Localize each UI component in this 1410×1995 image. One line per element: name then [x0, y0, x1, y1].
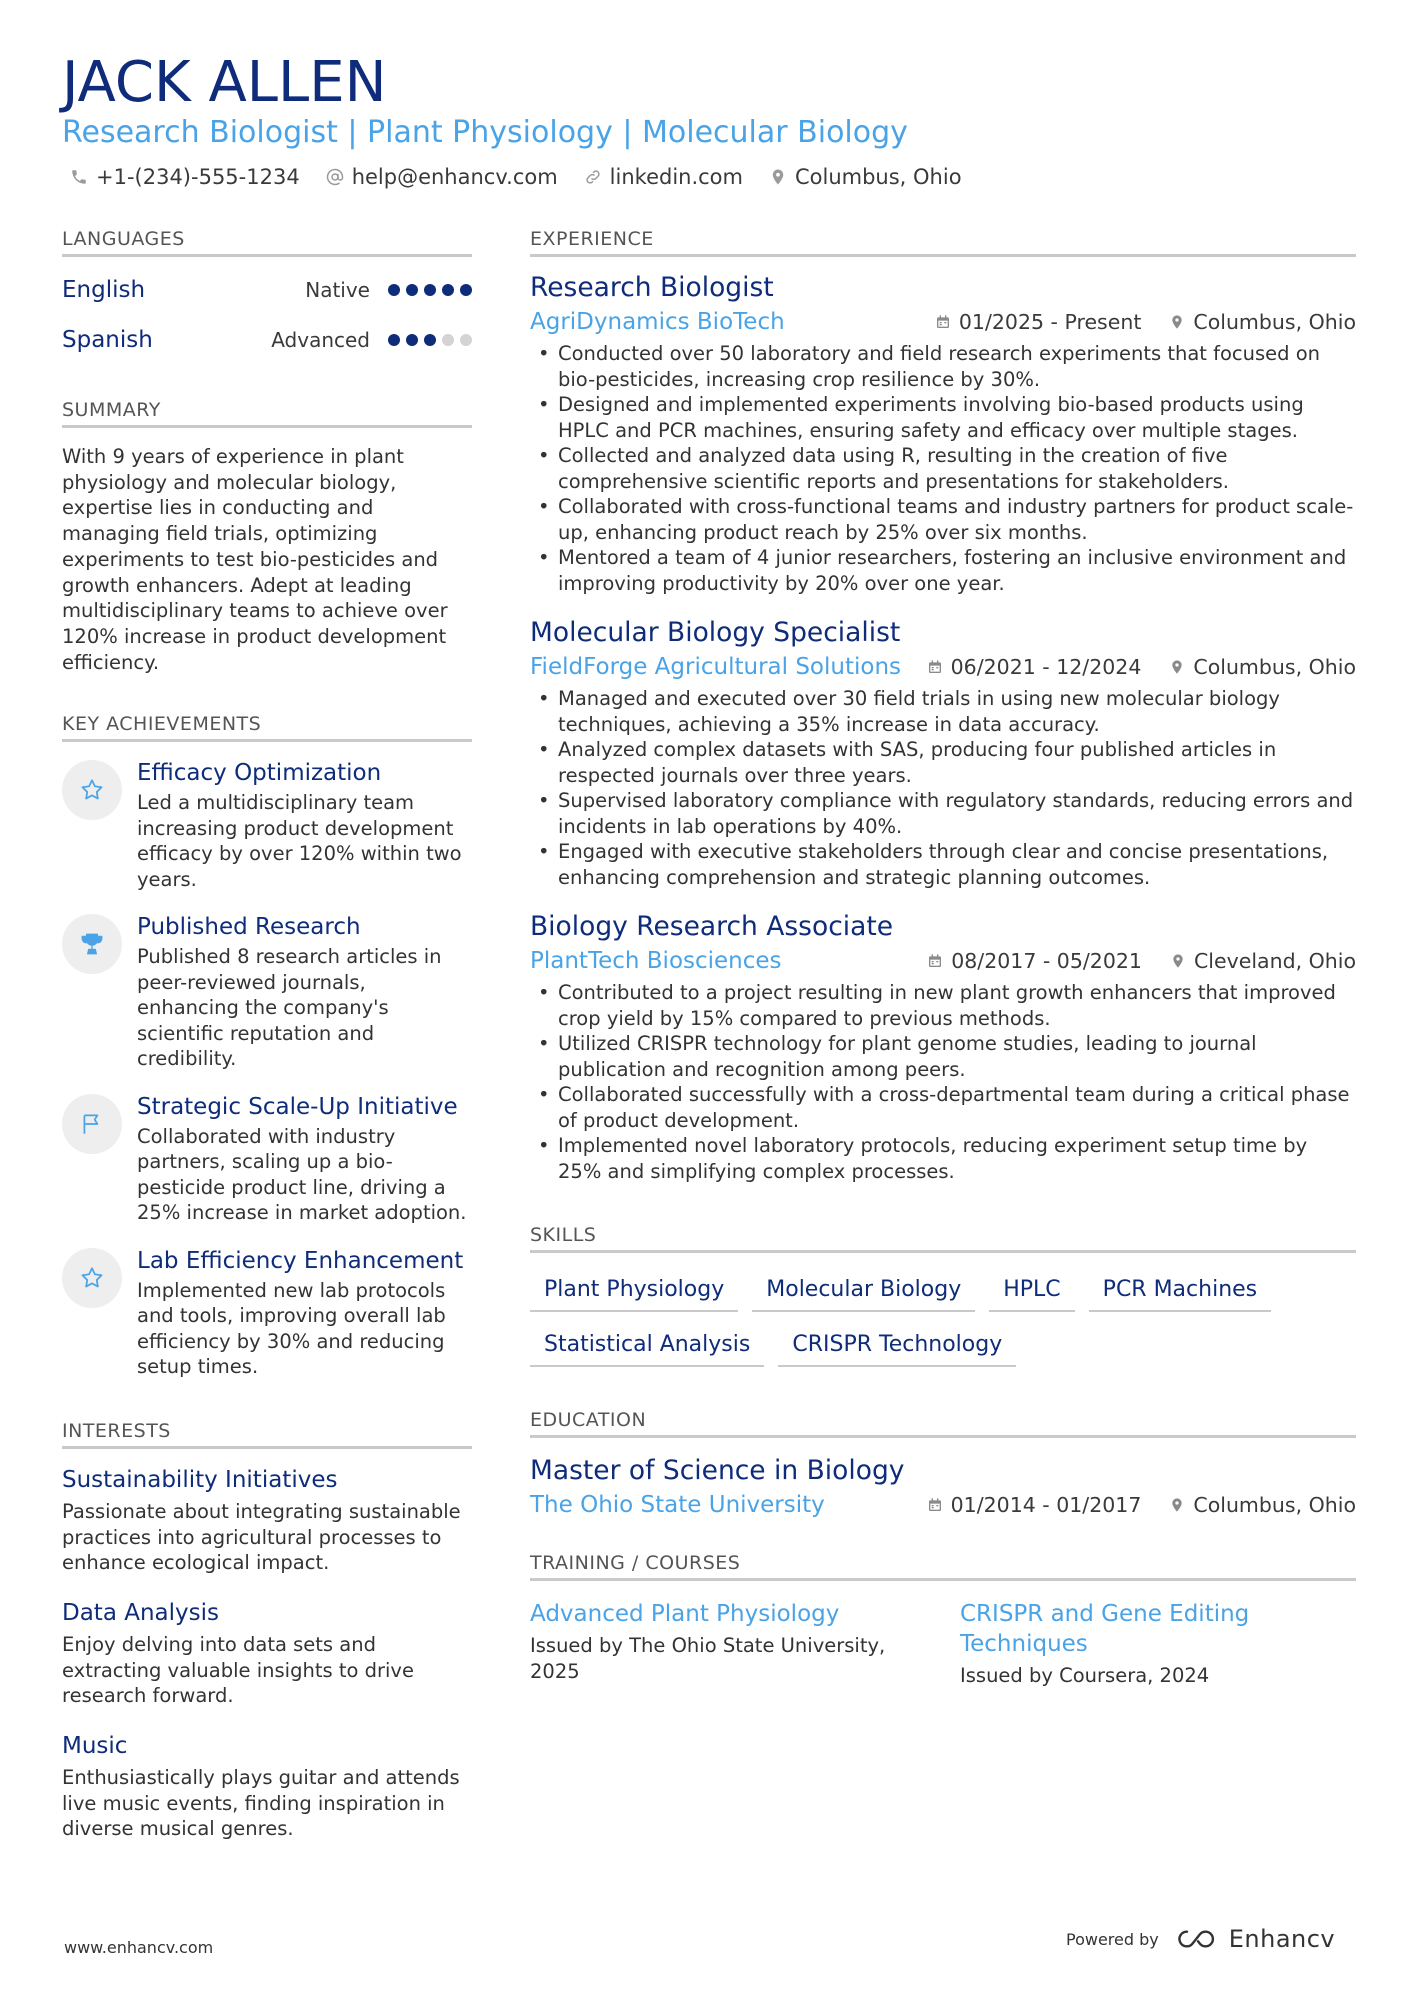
interest-item: [62, 1731, 472, 1842]
contact-bar: [70, 165, 962, 189]
skill-tag: Statistical Analysis: [530, 1326, 764, 1367]
achievement-icon-badge: [62, 760, 122, 820]
skills-list: [530, 1271, 1356, 1367]
achievement-desc: Collaborated with industry partners, scaling up a bio-pesticide product line, driving a 25% increase in market adoption.: [137, 1124, 467, 1225]
language-rating: [388, 334, 472, 346]
job-entry: [530, 616, 1356, 890]
education-location: [1169, 1493, 1356, 1517]
education-dates-text: 01/2014 - 01/2017: [950, 1493, 1142, 1517]
achievements-heading: KEY ACHIEVEMENTS: [62, 713, 472, 742]
job-bullet: • Utilized CRISPR technology for plant genome studies, leading to journal publication and recognition among peers.: [530, 1031, 1356, 1082]
degree-title: Master of Science in Biology: [530, 1455, 905, 1486]
candidate-title: Research Biologist | Plant Physiology | Molecular Biology: [62, 115, 908, 150]
achievement-item: [62, 912, 472, 1072]
calendar-icon: [927, 953, 943, 969]
brand-name: Enhancv: [1228, 1925, 1336, 1953]
job-bullet: • Designed and implemented experiments involving bio-based products using HPLC and PCR machines, ensuring safety and efficacy over multiple stages.: [530, 392, 1356, 443]
interest-title: Data Analysis: [62, 1599, 219, 1626]
job-bullet: • Contributed to a project resulting in new plant growth enhancers that improved crop yield by 15% compared to previous methods.: [530, 980, 1356, 1031]
job-dates-text: 08/2017 - 05/2021: [951, 949, 1142, 973]
achievement-body: [137, 758, 472, 892]
job-dates: [927, 655, 1142, 679]
summary-heading: SUMMARY: [62, 399, 472, 428]
location-text: Columbus, Ohio: [794, 165, 962, 189]
achievement-item: [62, 758, 472, 892]
rating-dot: [406, 334, 418, 346]
job-location: [1169, 310, 1356, 334]
job-bullets: [530, 686, 1356, 890]
job-bullets: [530, 980, 1356, 1184]
job-meta: [530, 650, 1356, 684]
job-dates-text: 06/2021 - 12/2024: [950, 655, 1142, 679]
language-level: Advanced: [271, 328, 370, 352]
job-entry: [530, 271, 1356, 596]
interest-desc: Enjoy delving into data sets and extracting valuable insights to drive research forward.: [62, 1632, 414, 1708]
training-heading: TRAINING / COURSES: [530, 1552, 1356, 1581]
rating-dot: [406, 284, 418, 296]
rating-dot: [442, 284, 454, 296]
calendar-icon: [927, 1497, 943, 1513]
contact-location: [769, 165, 962, 189]
achievement-title: Efficacy Optimization: [137, 760, 382, 787]
skills-heading: SKILLS: [530, 1224, 1356, 1253]
job-location: [1170, 949, 1356, 973]
footer-website[interactable]: www.enhancv.com: [64, 1938, 214, 1957]
star-icon: [79, 1265, 105, 1291]
interest-item: [62, 1465, 472, 1576]
job-dates: [935, 310, 1142, 334]
rating-dot: [442, 334, 454, 346]
interest-desc: Passionate about integrating sustainable practices into agricultural processes to enhance ecological impact.: [62, 1499, 461, 1575]
job-bullet: • Collaborated with cross-functional teams and industry partners for product scale-up, enhancing product reach by 25% over six months.: [530, 494, 1356, 545]
left-column: [62, 228, 472, 1842]
star-icon: [79, 777, 105, 803]
location-pin-icon: [769, 168, 787, 186]
job-dates-text: 01/2025 - Present: [958, 310, 1142, 334]
achievement-desc: Published 8 research articles in peer-reviewed journals, enhancing the company's scientific reputation and credibility.: [137, 945, 442, 1071]
language-row: [62, 315, 472, 365]
training-item: [530, 1599, 960, 1689]
rating-dot: [460, 284, 472, 296]
language-name: Spanish: [62, 327, 153, 353]
job-location-text: Columbus, Ohio: [1193, 310, 1356, 334]
job-entry: [530, 910, 1356, 1184]
education-heading: EDUCATION: [530, 1409, 1356, 1438]
rating-dot: [424, 334, 436, 346]
job-bullet: • Collaborated successfully with a cross-departmental team during a critical phase of product development.: [530, 1082, 1356, 1133]
company-name: PlantTech Biosciences: [530, 948, 782, 974]
company-name: FieldForge Agricultural Solutions: [530, 654, 901, 680]
contact-linkedin[interactable]: [584, 165, 743, 189]
skill-tag: Molecular Biology: [752, 1271, 975, 1312]
phone-icon: [70, 168, 88, 186]
language-level: Native: [305, 278, 370, 302]
email-text: help@enhancv.com: [351, 165, 558, 189]
calendar-icon: [935, 314, 951, 330]
right-column: [530, 228, 1356, 1689]
interest-desc: Enthusiastically plays guitar and attends live music events, finding inspiration in diverse musical genres.: [62, 1766, 460, 1841]
rating-dot: [424, 284, 436, 296]
company-name: AgriDynamics BioTech: [530, 309, 785, 335]
job-meta: [530, 944, 1356, 978]
link-icon: [584, 168, 602, 186]
rating-dot: [460, 334, 472, 346]
job-dates: [927, 949, 1142, 973]
languages-heading: LANGUAGES: [62, 228, 472, 257]
training-item: [960, 1599, 1356, 1689]
achievements-list: [62, 758, 472, 1380]
job-title: Molecular Biology Specialist: [530, 617, 901, 648]
flag-icon: [79, 1111, 105, 1137]
achievement-body: [137, 1246, 472, 1380]
job-bullet: • Analyzed complex datasets with SAS, producing four published articles in respected journals over three years.: [530, 737, 1356, 788]
enhancv-logo: [1175, 1925, 1335, 1953]
job-bullet: • Conducted over 50 laboratory and field research experiments that focused on bio-pesticides, increasing crop resilience by 30%.: [530, 341, 1356, 392]
education-meta: [530, 1488, 1356, 1522]
school-name: The Ohio State University: [530, 1492, 825, 1518]
location-pin-icon: [1169, 314, 1185, 330]
education-entry: [530, 1454, 1356, 1522]
contact-phone[interactable]: [70, 165, 300, 189]
language-row: [62, 265, 472, 315]
job-bullet: • Managed and executed over 30 field trials in using new molecular biology techniques, achieving a 35% increase in data accuracy.: [530, 686, 1356, 737]
job-bullet: • Supervised laboratory compliance with regulatory standards, reducing errors and incidents in lab operations by 40%.: [530, 788, 1356, 839]
job-bullet: • Collected and analyzed data using R, resulting in the creation of five comprehensive scientific reports and presentations for stakeholders.: [530, 443, 1356, 494]
rating-dot: [388, 284, 400, 296]
location-pin-icon: [1169, 659, 1185, 675]
footer-branding[interactable]: [1066, 1925, 1335, 1953]
job-location-text: Cleveland, Ohio: [1193, 949, 1356, 973]
achievement-desc: Implemented new lab protocols and tools, improving overall lab efficiency by 30% and reducing setup times.: [137, 1278, 446, 1379]
interests-list: [62, 1465, 472, 1842]
achievement-icon-badge: [62, 1248, 122, 1308]
achievement-desc: Led a multidisciplinary team increasing product development efficacy by over 120% within two years.: [137, 791, 462, 891]
job-location: [1169, 655, 1356, 679]
linkedin-text: linkedin.com: [609, 165, 743, 189]
experience-heading: EXPERIENCE: [530, 228, 1356, 257]
skill-tag: Plant Physiology: [530, 1271, 738, 1312]
rating-dot: [388, 334, 400, 346]
achievement-body: [137, 1092, 472, 1226]
enhancv-logo-icon: [1175, 1928, 1221, 1950]
language-name: English: [62, 277, 146, 303]
language-rating: [388, 284, 472, 296]
skill-tag: CRISPR Technology: [778, 1326, 1016, 1367]
location-pin-icon: [1169, 1497, 1185, 1513]
achievement-item: [62, 1246, 472, 1380]
powered-by-label: Powered by: [1066, 1929, 1159, 1949]
summary-text: With 9 years of experience in plant physiology and molecular biology, expertise lies in conducting and managing field trials, optimizing experiments to test bio-pesticides and growth enhancers. Adept at leading multidisciplinary teams to achieve over 120% increase in product development efficiency.: [62, 445, 448, 674]
training-title: Advanced Plant Physiology: [530, 1601, 840, 1627]
achievement-title: Strategic Scale-Up Initiative: [137, 1093, 458, 1120]
training-list: [530, 1599, 1356, 1689]
trophy-icon: [79, 931, 105, 957]
location-pin-icon: [1170, 953, 1186, 969]
job-meta: [530, 305, 1356, 339]
training-title: CRISPR and Gene Editing Techniques: [960, 1601, 1250, 1657]
achievement-title: Published Research: [137, 914, 361, 941]
interest-title: Music: [62, 1733, 128, 1760]
job-bullets: [530, 341, 1356, 596]
skill-tag: PCR Machines: [1089, 1271, 1271, 1312]
contact-email[interactable]: [326, 165, 558, 189]
education-location-text: Columbus, Ohio: [1193, 1493, 1356, 1517]
job-bullet: • Engaged with executive stakeholders through clear and concise presentations, enhancing comprehension and strategic planning outcomes.: [530, 839, 1356, 890]
job-title: Biology Research Associate: [530, 911, 894, 942]
achievement-title: Lab Efficiency Enhancement: [137, 1247, 464, 1274]
achievement-icon-badge: [62, 1094, 122, 1154]
candidate-name: JACK ALLEN: [62, 50, 387, 115]
achievement-item: [62, 1092, 472, 1226]
training-desc: Issued by Coursera, 2024: [960, 1664, 1210, 1687]
at-icon: [326, 168, 344, 186]
education-dates: [927, 1493, 1142, 1517]
job-bullet: • Mentored a team of 4 junior researchers, fostering an inclusive environment and improving productivity by 20% over one year.: [530, 545, 1356, 596]
job-title: Research Biologist: [530, 272, 774, 303]
interest-item: [62, 1598, 472, 1709]
skill-tag: HPLC: [989, 1271, 1074, 1312]
languages-list: [62, 265, 472, 365]
training-desc: Issued by The Ohio State University, 2025: [530, 1634, 886, 1683]
achievement-icon-badge: [62, 914, 122, 974]
phone-text: +1-(234)-555-1234: [96, 165, 300, 189]
interests-heading: INTERESTS: [62, 1420, 472, 1449]
calendar-icon: [927, 659, 943, 675]
job-location-text: Columbus, Ohio: [1193, 655, 1356, 679]
job-bullet: • Implemented novel laboratory protocols, reducing experiment setup time by 25% and simplifying complex processes.: [530, 1133, 1356, 1184]
interest-title: Sustainability Initiatives: [62, 1466, 338, 1493]
achievement-body: [137, 912, 472, 1072]
